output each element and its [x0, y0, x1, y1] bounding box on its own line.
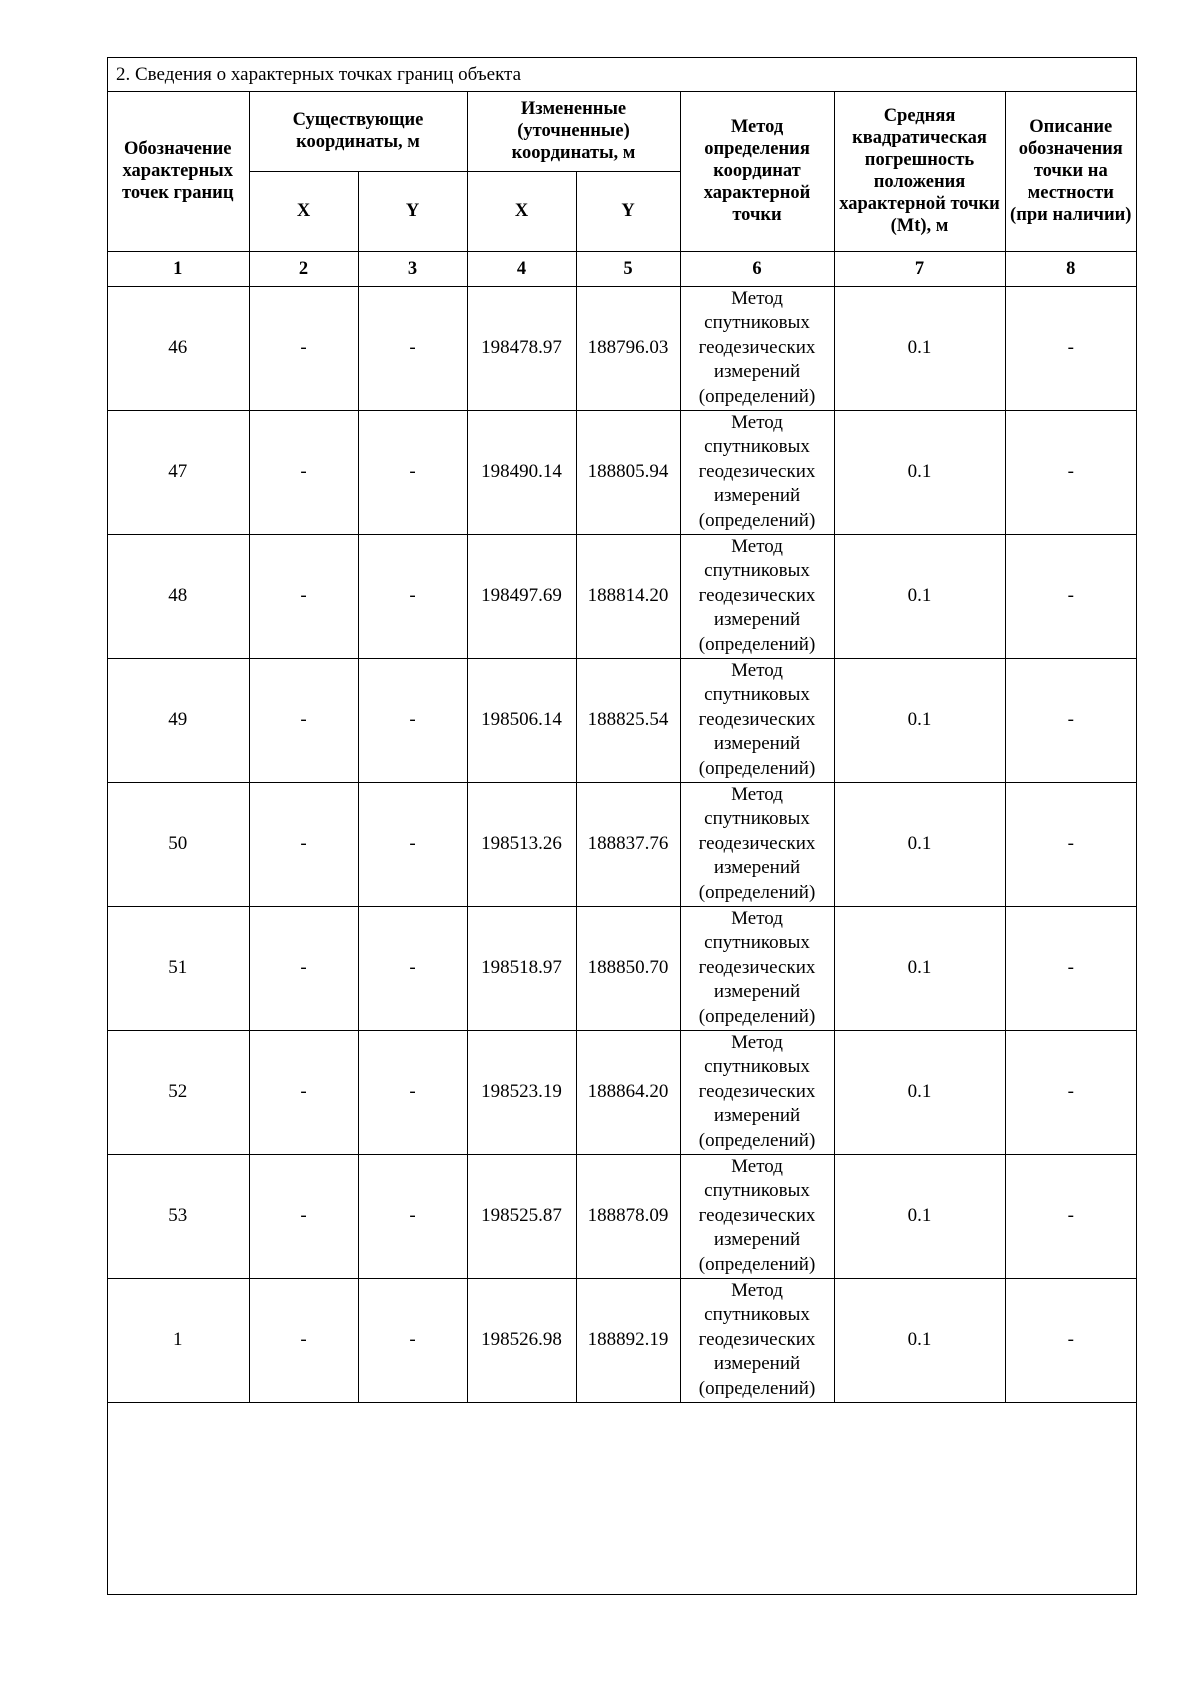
column-number: 3 [358, 251, 467, 286]
method: Метод спутниковых геодезических измерений (определений) [680, 658, 834, 782]
changed-y: 188837.76 [576, 782, 680, 906]
header-designation: Обозначение характерных точек границ [107, 92, 249, 251]
document-frame [107, 57, 1137, 1595]
mean-error: 0.1 [834, 534, 1005, 658]
header-changed-y: Y [576, 171, 680, 251]
point-designation: 46 [107, 286, 249, 410]
header-changed-x: X [467, 171, 576, 251]
column-number: 4 [467, 251, 576, 286]
header-existing-coords: Существующие координаты, м [249, 92, 467, 171]
changed-y: 188805.94 [576, 410, 680, 534]
method: Метод спутниковых геодезических измерений (определений) [680, 286, 834, 410]
header-method: Метод определения координат характерной точки [680, 92, 834, 251]
section-title: 2. Сведения о характерных точках границ объекта [108, 58, 1136, 92]
point-designation: 50 [107, 782, 249, 906]
existing-x: - [249, 286, 358, 410]
column-number: 7 [834, 251, 1005, 286]
existing-y: - [358, 1154, 467, 1278]
changed-x: 198518.97 [467, 906, 576, 1030]
point-designation: 47 [107, 410, 249, 534]
changed-x: 198490.14 [467, 410, 576, 534]
existing-y: - [358, 906, 467, 1030]
table-row [107, 658, 1136, 782]
changed-x: 198497.69 [467, 534, 576, 658]
mean-error: 0.1 [834, 410, 1005, 534]
changed-x: 198526.98 [467, 1278, 576, 1402]
existing-x: - [249, 1154, 358, 1278]
blank-area [108, 1403, 1136, 1596]
method: Метод спутниковых геодезических измерений (определений) [680, 906, 834, 1030]
existing-x: - [249, 410, 358, 534]
mean-error: 0.1 [834, 906, 1005, 1030]
description: - [1005, 286, 1136, 410]
existing-x: - [249, 534, 358, 658]
changed-y: 188814.20 [576, 534, 680, 658]
description: - [1005, 782, 1136, 906]
header-existing-x: X [249, 171, 358, 251]
changed-x: 198525.87 [467, 1154, 576, 1278]
existing-y: - [358, 782, 467, 906]
mean-error: 0.1 [834, 1154, 1005, 1278]
point-designation: 53 [107, 1154, 249, 1278]
table-row [107, 1030, 1136, 1154]
changed-y: 188825.54 [576, 658, 680, 782]
existing-y: - [358, 534, 467, 658]
method: Метод спутниковых геодезических измерений (определений) [680, 1030, 834, 1154]
method: Метод спутниковых геодезических измерений (определений) [680, 782, 834, 906]
changed-x: 198513.26 [467, 782, 576, 906]
existing-x: - [249, 1278, 358, 1402]
table-row [107, 906, 1136, 1030]
existing-x: - [249, 658, 358, 782]
existing-y: - [358, 1278, 467, 1402]
changed-y: 188850.70 [576, 906, 680, 1030]
point-designation: 49 [107, 658, 249, 782]
changed-x: 198506.14 [467, 658, 576, 782]
changed-y: 188892.19 [576, 1278, 680, 1402]
existing-y: - [358, 410, 467, 534]
header-changed-coords: Измененные (уточненные) координаты, м [467, 92, 680, 171]
method: Метод спутниковых геодезических измерений (определений) [680, 1154, 834, 1278]
point-designation: 52 [107, 1030, 249, 1154]
mean-error: 0.1 [834, 658, 1005, 782]
table-row [107, 1154, 1136, 1278]
column-number: 6 [680, 251, 834, 286]
changed-y: 188864.20 [576, 1030, 680, 1154]
changed-x: 198523.19 [467, 1030, 576, 1154]
column-number: 1 [107, 251, 249, 286]
point-designation: 1 [107, 1278, 249, 1402]
boundary-points-table [107, 92, 1136, 1403]
mean-error: 0.1 [834, 1278, 1005, 1402]
table-row [107, 286, 1136, 410]
column-number-row [107, 251, 1136, 286]
existing-x: - [249, 906, 358, 1030]
description: - [1005, 410, 1136, 534]
table-row [107, 410, 1136, 534]
method: Метод спутниковых геодезических измерений (определений) [680, 1278, 834, 1402]
existing-x: - [249, 782, 358, 906]
existing-y: - [358, 1030, 467, 1154]
existing-x: - [249, 1030, 358, 1154]
point-designation: 51 [107, 906, 249, 1030]
header-mean-error: Средняя квадратическая погрешность положения характерной точки (Mt), м [834, 92, 1005, 251]
existing-y: - [358, 658, 467, 782]
mean-error: 0.1 [834, 1030, 1005, 1154]
column-number: 8 [1005, 251, 1136, 286]
description: - [1005, 1154, 1136, 1278]
description: - [1005, 1278, 1136, 1402]
mean-error: 0.1 [834, 286, 1005, 410]
method: Метод спутниковых геодезических измерений (определений) [680, 534, 834, 658]
description: - [1005, 534, 1136, 658]
table-row [107, 534, 1136, 658]
changed-x: 198478.97 [467, 286, 576, 410]
column-number: 5 [576, 251, 680, 286]
description: - [1005, 906, 1136, 1030]
column-number: 2 [249, 251, 358, 286]
description: - [1005, 1030, 1136, 1154]
table-row [107, 782, 1136, 906]
mean-error: 0.1 [834, 782, 1005, 906]
existing-y: - [358, 286, 467, 410]
changed-y: 188796.03 [576, 286, 680, 410]
changed-y: 188878.09 [576, 1154, 680, 1278]
point-designation: 48 [107, 534, 249, 658]
method: Метод спутниковых геодезических измерений (определений) [680, 410, 834, 534]
table-row [107, 1278, 1136, 1402]
header-description: Описание обозначения точки на местности (при наличии) [1005, 92, 1136, 251]
description: - [1005, 658, 1136, 782]
header-existing-y: Y [358, 171, 467, 251]
